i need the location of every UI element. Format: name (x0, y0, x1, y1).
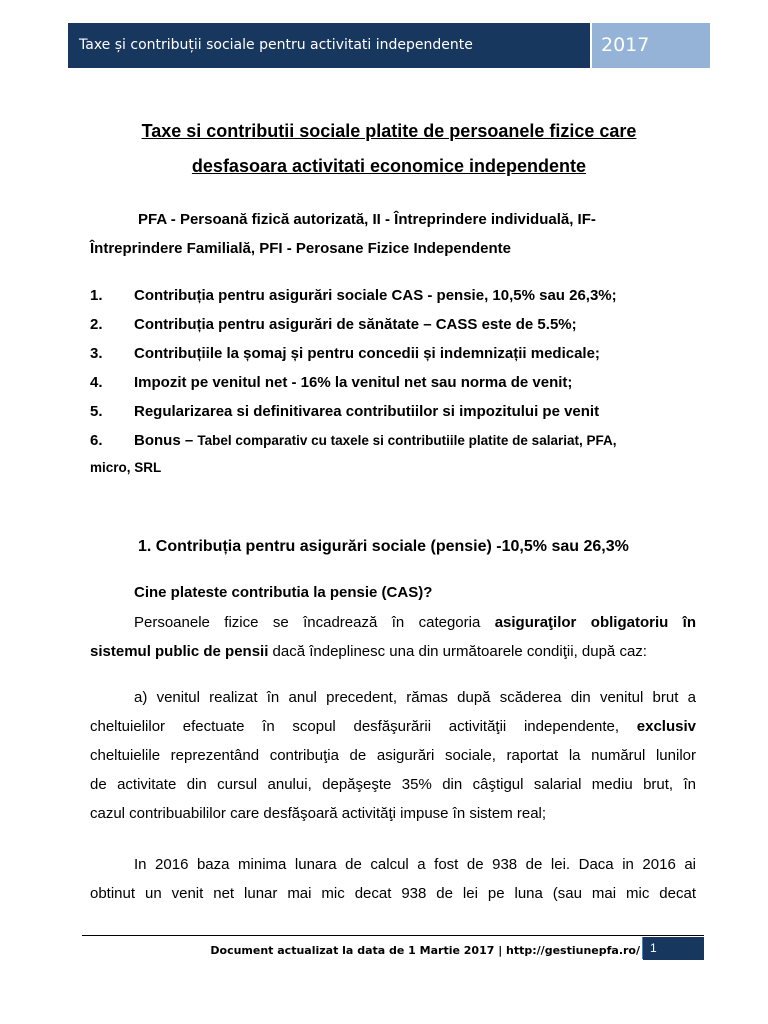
list-item-number: 2. (90, 316, 103, 333)
list-item-number: 5. (90, 403, 103, 420)
paragraph-line: sistemul public de pensii dacă îndeplinesc una din următoarele condiţii, după caz: (90, 643, 647, 660)
paragraph-line: de activitate din cursul anului, depăşeşte 35% din câştigul salarial mediu brut, în (90, 776, 696, 793)
header-year: 2017 (592, 23, 710, 68)
paragraph-line: cazul contribuabililor care desfăşoară activităţi impuse în sistem real; (90, 805, 547, 822)
list-item: Regularizarea si definitivarea contributiilor si impozitului pe venit (134, 403, 600, 420)
list-item: Contribuțiile la șomaj și pentru concedii și indemnizații medicale; (134, 345, 600, 362)
paragraph-line: cheltuielilor efectuate în scopul desfăşurării activităţii independente, exclusiv (90, 718, 696, 735)
document-title-line-2: desfasoara activitati economice independente (191, 156, 587, 176)
list-item (134, 432, 616, 449)
list-item-number: 6. (90, 432, 103, 449)
intro-line-2: Întreprindere Familială, PFI - Perosane Fizice Independente (90, 240, 511, 257)
list-item: Contribuția pentru asigurări de sănătate – CASS este de 5.5%; (134, 316, 577, 333)
list-item-number: 4. (90, 374, 103, 391)
document-title-line-1: Taxe si contributii sociale platite de persoanele fizice care (141, 121, 637, 141)
list-item: Impozit pe venitul net - 16% la venitul net sau norma de venit; (134, 374, 573, 391)
list-item: Contribuția pentru asigurări sociale CAS - pensie, 10,5% sau 26,3%; (134, 287, 617, 304)
paragraph-line: Persoanele fizice se încadrează în categoria asiguraţilor obligatoriu în (134, 614, 696, 631)
section-heading: 1. Contribuția pentru asigurări sociale (pensie) -10,5% sau 26,3% (138, 538, 629, 555)
intro-line-1: PFA - Persoană fizică autorizată, II - Întreprindere individuală, IF- (138, 211, 596, 228)
paragraph-line: a) venitul realizat în anul precedent, rămas după scăderea din venitul brut a (134, 689, 696, 706)
bonus-text-continued: micro, SRL (90, 460, 162, 475)
header-title: Taxe și contribuții sociale pentru activitati independente (68, 23, 590, 68)
paragraph-line: In 2016 baza minima lunara de calcul a fost de 938 de lei. Daca in 2016 ai (134, 856, 696, 873)
footer-divider (82, 935, 704, 936)
bonus-label: Bonus – (134, 432, 198, 449)
page-number: 1 (643, 937, 704, 960)
paragraph-line: cheltuielile reprezentând contribuţia de asigurări sociale, raportat la numărul lunilor (90, 747, 696, 764)
list-item-number: 3. (90, 345, 103, 362)
page-header (68, 23, 710, 68)
paragraph-line: obtinut un venit net lunar mai mic decat 938 de lei pe luna (sau mai mic decat (90, 885, 696, 902)
section-subheading: Cine plateste contributia la pensie (CAS)? (134, 584, 433, 601)
bonus-text: Tabel comparativ cu taxele si contributiile platite de salariat, PFA, (197, 433, 617, 448)
list-item-number: 1. (90, 287, 103, 304)
footer-text: Document actualizat la data de 1 Martie 2017 | http://gestiunepfa.ro/ (210, 944, 640, 957)
